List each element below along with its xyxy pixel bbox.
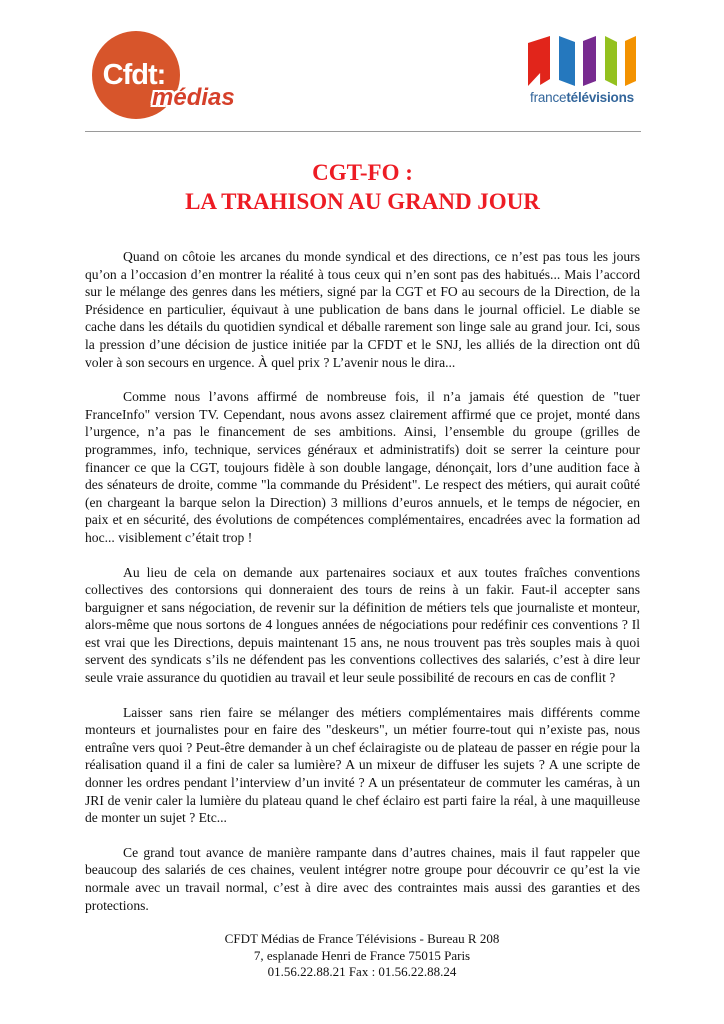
title-line-2: LA TRAHISON AU GRAND JOUR: [185, 189, 540, 214]
ftv-word-televisions: télévisions: [566, 90, 634, 105]
title-line-1: CGT-FO :: [312, 160, 413, 185]
ftv-flag-orange-icon: [625, 36, 636, 86]
paragraph-4: Laisser sans rien faire se mélanger des métiers complémentaires mais différents comme monteurs et journalistes pour en faire des "deskeurs", un métier fourre-tout qui n’existe pas, nous entraîne vers quoi ? Peut-être demander à un chef éclairagiste ou de plateau de passer en régie pour la réalisation quand il a fini de caler sa lumière? A un mixeur de diffuser les sujets ? A une scripte de donner les ordres pendant l’interview d’un invité ? A un présentateur de commuter les caméras, à un JRI de venir caler la lumière du plateau quand le chef éclairo est parti faire la réal, à une maquilleuse de monter un sujet ? Etc...: [85, 704, 640, 826]
document-body: [85, 248, 640, 914]
cfdt-medias-label: médias: [152, 84, 235, 111]
france-televisions-flags-icon: [512, 36, 652, 88]
document-title: [85, 158, 640, 216]
footer-address-line-1: CFDT Médias de France Télévisions - Bureau R 208: [224, 931, 500, 947]
paragraph-5: Ce grand tout avance de manière rampante dans d’autres chaines, mais il faut rappeler que beaucoup des salariés de ces chaines, veulent intégrer notre groupe pour découvrir ce qu’est la vie normale avec un travail normal, c’est à dire avec des contraintes mais aussi des garanties et des protections.: [85, 844, 640, 913]
ftv-flag-red-icon: [528, 36, 550, 86]
document-header: [0, 0, 724, 133]
france-televisions-wordmark: [512, 90, 652, 105]
cfdt-logo-text: Cfdt:: [102, 58, 166, 91]
footer-address-line-2: 7, esplanade Henri de France 75015 Paris: [253, 947, 471, 963]
footer-phone-line: 01.56.22.88.21 Fax : 01.56.22.88.24: [267, 964, 457, 980]
paragraph-1: Quand on côtoie les arcanes du monde syndical et des directions, ce n’est pas tous les jours qu’on a l’occasion d’en montrer la réalité à tous ceux qui n’en sont pas des habitués... Mais l’accord sur le mélange des genres dans les métiers, signé par la CGT et FO au secours de la Direction, de la Présidence en particulier, équivaut à une publication de bans dans le journal officiel. Le diable se cache dans les détails du quotidien syndical et déballe rarement son linge sale au grand jour. Ici, sous la pression d’une décision de justice initiée par la CFDT et le SNJ, les alliés de la direction ont dû voler à son secours en urgence. À quel prix ? L’avenir nous le dira...: [85, 249, 640, 370]
france-televisions-logo: [512, 36, 652, 105]
ftv-flag-purple-icon: [583, 36, 596, 86]
ftv-word-france: france: [530, 90, 567, 105]
ftv-flag-green-icon: [605, 36, 617, 86]
header-divider: [85, 131, 641, 132]
document-footer: [0, 931, 724, 981]
paragraph-3: Au lieu de cela on demande aux partenaires sociaux et aux toutes fraîches conventions collectives des contorsions qui donneraient des tours de reins à un fakir. Faut-il accepter sans barguigner et sans négociation, de revenir sur la définition de métiers tels que journaliste et monteur, alors-même que nous sortons de 4 longues années de négociations pour redéfinir ces conventions ? Il est vrai que les Directions, depuis maintenant 15 ans, ne nous trouvent pas très souples mais à quoi servent des syndicats s’ils ne défendent pas les conventions collectives des salariés, c’est à dire leur seule vraie assurance du quotidien au travail et leur seule possibilité de recours en cas de conflit ?: [85, 564, 640, 686]
ftv-flag-blue-icon: [559, 36, 575, 86]
paragraph-2: Comme nous l’avons affirmé de nombreuse fois, il n’a jamais été question de "tuer FranceInfo" version TV. Cependant, nous avons assez clairement affirmé que ce projet, monté dans l’urgence, n’a pas le financement de ses ambitions. Ainsi, l’ensemble du groupe (grilles de programmes, info, technique, services généraux et administratifs) doit se serrer la ceinture pour financer ce que la CGT, toujours fidèle à son double langage, dénonçait, lors d’une audition face à des sénateurs de droite, comme "la commande du Président". Le respect des métiers, qui aurait coûté (en chargeant la barque selon la Direction) 3 millions d’euros annuels, et le temps de négocier, en paix et en sécurité, des évolutions de compétences complémentaires, encadrées avec la formation ad hoc... visiblement c’était trop !: [85, 389, 640, 545]
cfdt-medias-logo: [92, 31, 242, 121]
